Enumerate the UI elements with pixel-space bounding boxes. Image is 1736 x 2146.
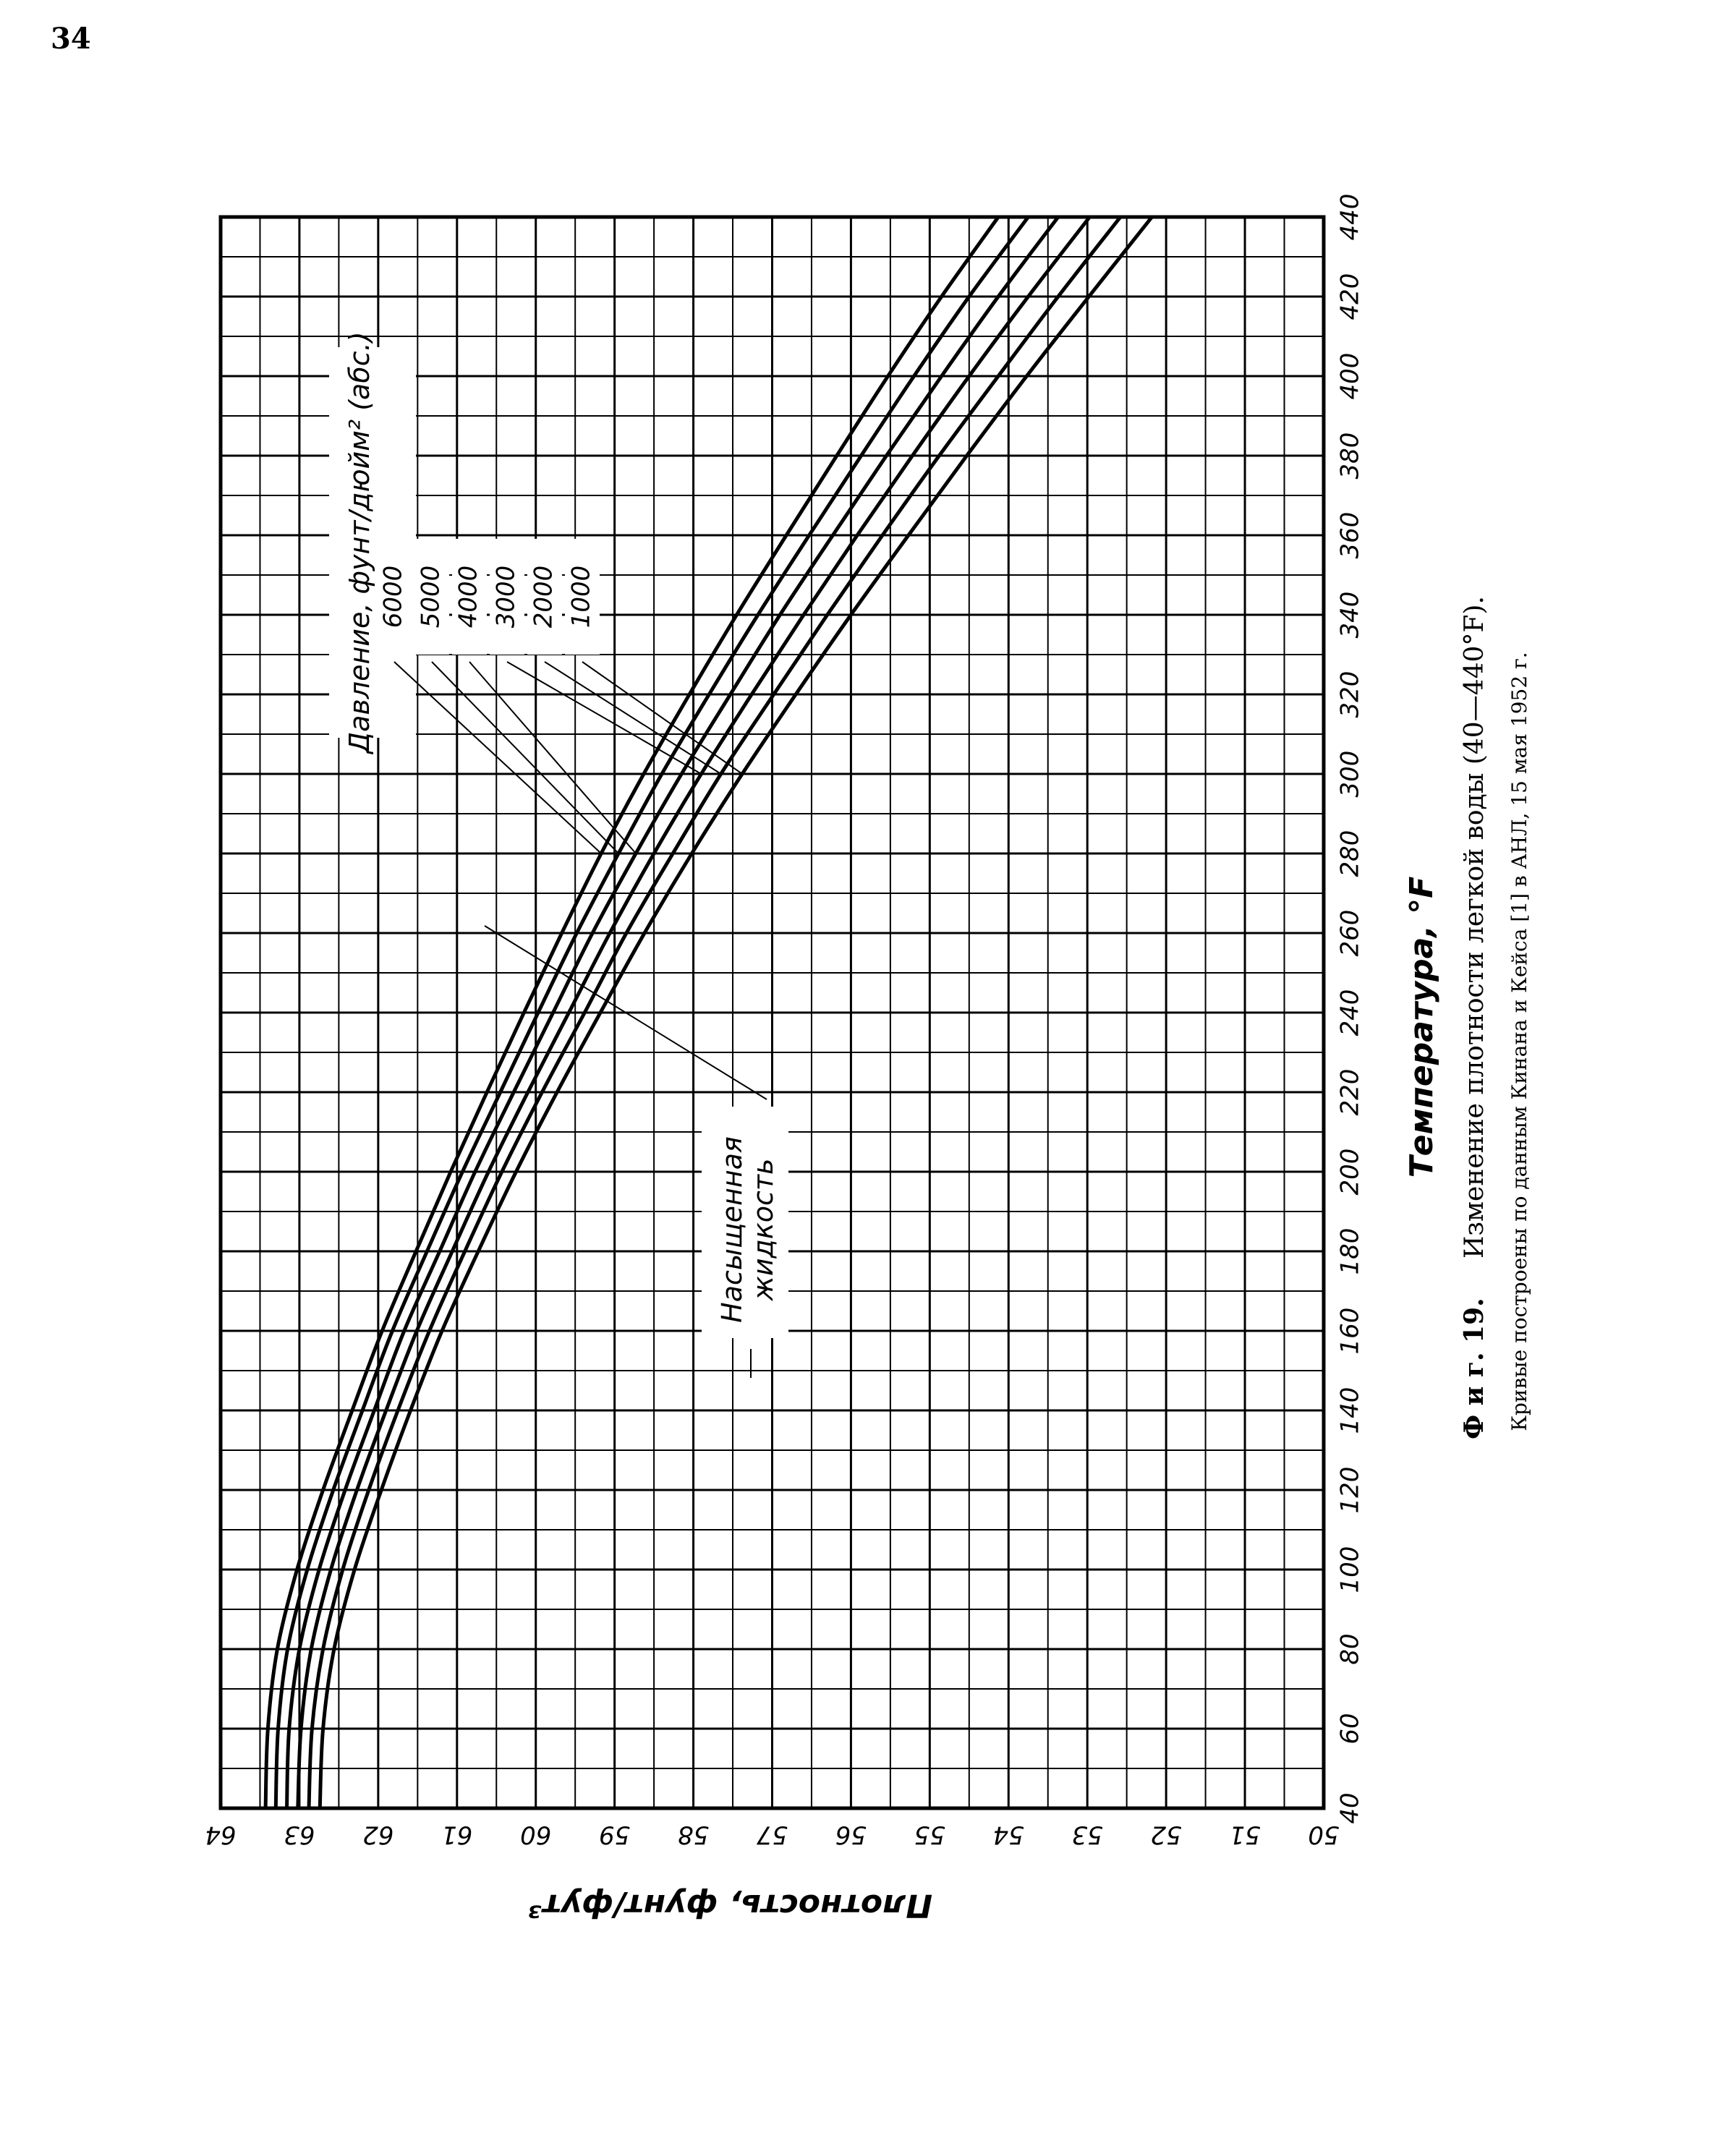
x-tick-label: 220	[1335, 1068, 1365, 1116]
x-tick-label: 320	[1335, 670, 1365, 718]
x-tick-label: 380	[1335, 432, 1365, 480]
figure-note: Кривые построены по данным Кинана и Кейса [1] в АНЛ, 15 мая 1952 г.	[1507, 652, 1531, 1431]
y-tick-label: 55	[914, 1820, 945, 1849]
x-tick-label: 60	[1335, 1713, 1365, 1745]
legend-item-4000: 4000	[454, 565, 483, 629]
y-tick-label: 62	[362, 1820, 394, 1849]
y-tick-label: 51	[1229, 1820, 1261, 1849]
legend-item-6000: 6000	[378, 565, 408, 629]
legend-leader-4000	[469, 662, 636, 853]
x-tick-label: 340	[1335, 591, 1365, 639]
y-tick-label: 57	[756, 1820, 788, 1849]
x-tick-label: 280	[1335, 830, 1365, 877]
x-tick-label: 240	[1335, 989, 1365, 1036]
x-tick-label: 260	[1335, 909, 1365, 957]
page-number: 34	[51, 22, 91, 56]
figure-caption: Изменение плотности легкой воды (40—440°F).	[1460, 596, 1489, 1259]
x-tick-label: 120	[1335, 1466, 1365, 1514]
legend-item-1000: 1000	[566, 565, 596, 629]
y-tick-label: 63	[284, 1820, 315, 1849]
x-axis-title: Температура, °F	[1403, 876, 1440, 1178]
y-tick-label: 58	[677, 1820, 710, 1849]
y-tick-label: 53	[1071, 1820, 1103, 1849]
x-tick-label: 100	[1335, 1546, 1365, 1593]
legend-leader-6000	[394, 662, 601, 853]
x-tick-label: 180	[1335, 1227, 1365, 1275]
legend-item-2000: 2000	[529, 565, 558, 629]
y-tick-label: 54	[992, 1820, 1024, 1849]
y-axis-title: Плотность, фунт/фут³	[528, 1887, 933, 1924]
saturated-label-line1: Насыщенная	[716, 1136, 748, 1323]
y-tick-label: 50	[1308, 1820, 1340, 1849]
x-tick-label: 440	[1335, 193, 1365, 241]
x-tick-label: 160	[1335, 1307, 1365, 1355]
saturated-label-line2: жидкость	[747, 1158, 779, 1301]
x-tick-label: 40	[1335, 1792, 1365, 1824]
x-tick-label: 400	[1335, 352, 1365, 400]
y-tick-label: 64	[205, 1820, 237, 1849]
x-tick-label: 140	[1335, 1387, 1365, 1434]
legend-title: Давление, фунт/дюйм² (абс.)	[344, 331, 375, 754]
x-tick-label: 420	[1335, 273, 1365, 320]
figure-caption-prefix: Ф и г. 19.	[1459, 1298, 1489, 1439]
legend-items	[377, 539, 767, 1099]
y-tick-label: 61	[441, 1820, 473, 1849]
legend-item-3000: 3000	[491, 565, 521, 629]
y-tick-label: 56	[835, 1820, 867, 1849]
x-tick-label: 360	[1335, 511, 1365, 559]
y-tick-label: 52	[1150, 1820, 1182, 1849]
x-tick-label: 300	[1335, 750, 1365, 798]
y-tick-label: 60	[520, 1820, 552, 1849]
y-tick-label: 59	[599, 1820, 631, 1849]
legend-item-5000: 5000	[416, 565, 446, 629]
x-tick-label: 80	[1335, 1633, 1365, 1665]
x-tick-label: 200	[1335, 1148, 1365, 1196]
